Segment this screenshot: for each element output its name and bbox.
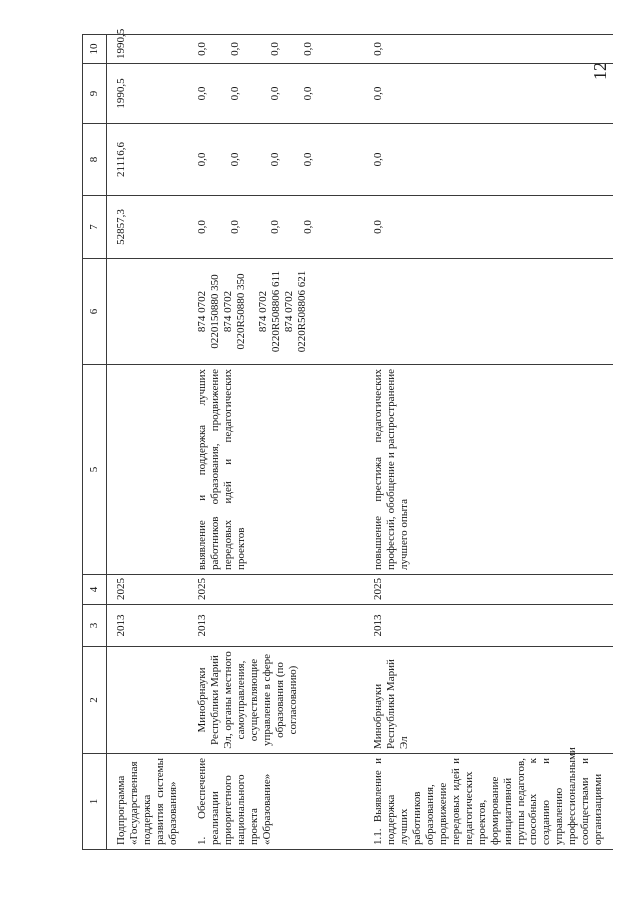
row-start-year: 2013 bbox=[107, 605, 188, 647]
row-start-year: 2013 bbox=[188, 605, 364, 647]
header-col-4: 4 bbox=[83, 575, 107, 605]
row-end-year: 2025 bbox=[107, 575, 188, 605]
row-executor: Минобрнауки Республики Марий Эл, органы местного самоуправления, осуществляющие управление в сфере образования (по согласованию) bbox=[188, 647, 364, 754]
value: 0,0 bbox=[301, 42, 314, 56]
table-row-measure-1 bbox=[188, 35, 364, 850]
row-col9-values bbox=[188, 64, 364, 124]
row-name: 1. Обеспечение реализации приоритетного национального проекта «Образование» bbox=[188, 754, 364, 850]
value: 0,0 bbox=[268, 86, 281, 101]
value: 0,0 bbox=[195, 152, 208, 167]
row-executor: Минобрнауки Республики Марий Эл bbox=[364, 647, 613, 754]
program-table bbox=[82, 28, 613, 850]
value: 0,0 bbox=[228, 152, 241, 167]
row-codes bbox=[188, 259, 364, 365]
row-end-year: 2025 bbox=[364, 575, 613, 605]
row-result bbox=[107, 365, 188, 575]
header-col-10: 10 bbox=[83, 35, 107, 64]
row-col10-value: 0,0 bbox=[364, 35, 613, 64]
value: 0,0 bbox=[301, 220, 314, 234]
header-col-9: 9 bbox=[83, 64, 107, 124]
row-col9-value: 0,0 bbox=[364, 64, 613, 124]
value: 0,0 bbox=[228, 42, 241, 56]
row-col8-values bbox=[188, 124, 364, 196]
value: 0,0 bbox=[268, 42, 281, 56]
row-col7-values bbox=[188, 196, 364, 259]
table-header bbox=[83, 35, 107, 850]
row-col7-value: 0,0 bbox=[364, 196, 613, 259]
value: 0,0 bbox=[301, 86, 314, 101]
row-col9-value: 1990,5 bbox=[107, 64, 188, 124]
header-col-5: 5 bbox=[83, 365, 107, 575]
row-codes bbox=[107, 259, 188, 365]
row-executor bbox=[107, 647, 188, 754]
header-col-2: 2 bbox=[83, 647, 107, 754]
budget-code: 874 0702 0220R508806 611 bbox=[256, 270, 282, 353]
row-name: 1.1. Выявление и поддержка лучших работников образования, продвижение передовых идей и педагогических проектов, формирование инициативной группы педагогов, способных к созданию и управлению профессиональными сообществами и организациями bbox=[364, 754, 613, 850]
value: 0,0 bbox=[228, 86, 241, 101]
value: 0,0 bbox=[268, 152, 281, 167]
value: 0,0 bbox=[195, 86, 208, 101]
row-col7-value: 52857,3 bbox=[107, 196, 188, 259]
row-col10-values bbox=[188, 35, 364, 64]
header-col-1: 1 bbox=[83, 754, 107, 850]
header-col-7: 7 bbox=[83, 196, 107, 259]
row-result: выявление и поддержка лучших работников образования, продвижение передовых идей и педагогических проектов bbox=[188, 365, 364, 575]
row-col8-value: 21116,6 bbox=[107, 124, 188, 196]
row-name: Подпрограмма «Государственная поддержка развития системы образования» bbox=[107, 754, 188, 850]
value: 0,0 bbox=[301, 152, 314, 167]
budget-code: 874 0702 0220150880 350 bbox=[195, 274, 221, 349]
row-end-year: 2025 bbox=[188, 575, 364, 605]
row-result: повышение престижа педагогических профессий, обобщение и распространение лучшего опыта bbox=[364, 365, 613, 575]
rotated-table-container bbox=[82, 28, 605, 850]
row-start-year: 2013 bbox=[364, 605, 613, 647]
value: 0,0 bbox=[195, 220, 208, 234]
value: 0,0 bbox=[195, 42, 208, 56]
header-row bbox=[83, 35, 107, 850]
header-col-8: 8 bbox=[83, 124, 107, 196]
table-row-subprogram bbox=[107, 35, 188, 850]
row-col8-value: 0,0 bbox=[364, 124, 613, 196]
value: 0,0 bbox=[268, 220, 281, 234]
budget-code: 874 0702 0220R508806 621 bbox=[282, 270, 308, 353]
value: 0,0 bbox=[228, 220, 241, 234]
table-row-measure-1-1 bbox=[364, 35, 613, 850]
budget-code: 874 0702 0220R50880 350 bbox=[221, 273, 247, 350]
header-col-3: 3 bbox=[83, 605, 107, 647]
header-col-6: 6 bbox=[83, 259, 107, 365]
row-codes bbox=[364, 259, 613, 365]
page-number: 12 bbox=[590, 62, 610, 80]
row-col10-value: 1990,5 bbox=[107, 35, 188, 64]
